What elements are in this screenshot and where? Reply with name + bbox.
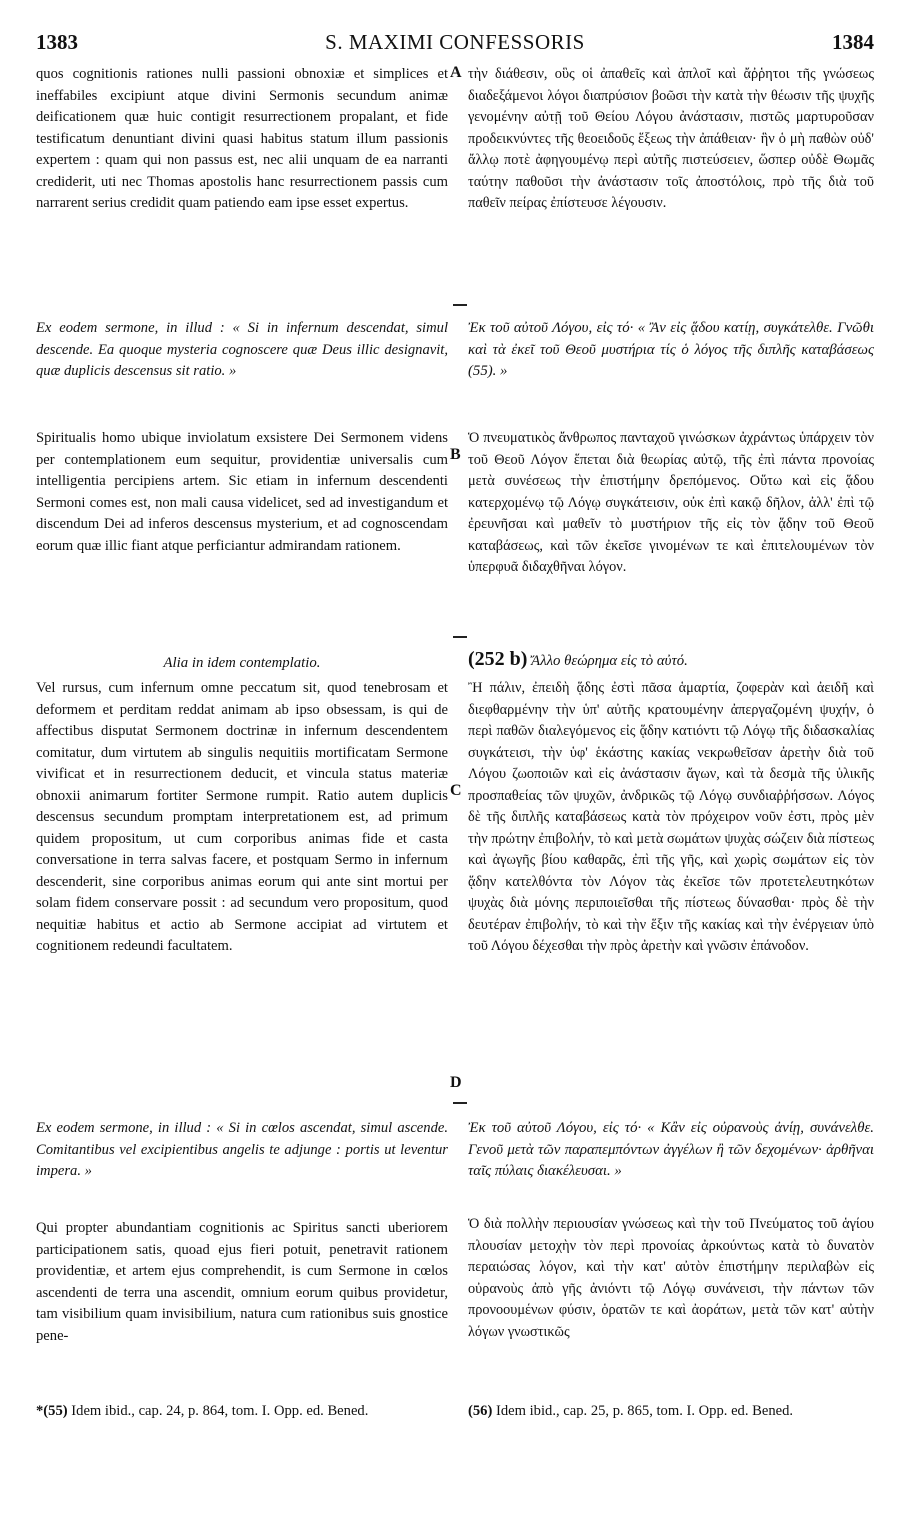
footnote-text: Idem ibid., cap. 24, p. 864, tom. I. Opp. ed. Bened. (71, 1403, 369, 1419)
greek-footnote (468, 1402, 874, 1446)
left-page-number: 1383 (36, 30, 78, 54)
margin-letter-b: B (450, 446, 461, 463)
greek-heading-text: Ἄλλο θεώρημα εἰς τὸ αὐτό. (531, 653, 688, 669)
footnote-text: Idem ibid., cap. 25, p. 865, tom. I. Opp. ed. Bened. (495, 1403, 794, 1419)
section-divider (453, 1102, 467, 1104)
greek-paragraph-2: Ὁ πνευματικὸς ἄνθρωπος πανταχοῦ γινώσκων ἀχράντως ὑπάρχειν τὸν τοῦ Θεοῦ Λόγον ἕπεται διὰ θεωρίας αὐτῷ, τῆς ἐπὶ πάντα προνοίας μετὰ συνέσεως τὴν ἐπιστήμην δρεπόμενος. Οὕτω καὶ εἰς ᾅδου κατερχομένῳ τῷ Λόγῳ συγκάτεισιν, οὐκ ἐπὶ κακῷ δῆλον, ἀλλ' ἐπὶ τῷ ἐρευνῆσαι καὶ μαθεῖν τὸ μυστήριον τῆς εἰς τὸν ᾅδην τοῦ Θεοῦ καταβάσεως, καὶ τῶν ἐκεῖσε γινομένων τε καὶ ἐπιτελουμένων τὸν ὑπερφυᾶ διδαχθῆναι λόγον. (468, 430, 874, 575)
latin-paragraph-4: Qui propter abundantiam cognitionis ac Spiritus sancti uberiorem participationem satis, quoad ejus fieri potuit, penetravit rationem providentiæ, et artem ejus comprehendit, is cum Sermone in cœlos ascendenti de terra una ascendit, omnium eorum quibus providetur, tam visibilium quam invisibilium, natura cum rationibus suis gnostice pene- (36, 1220, 448, 1344)
greek-paragraph-4: Ὁ διὰ πολλὴν περιουσίαν γνώσεως καὶ τὴν τοῦ Πνεύματος τοῦ ἁγίου πλουσίαν μετοχὴν τὸν περὶ προνοίας ἀρκούντως κατὰ τὸ δυνατὸν περαιώσας λόγον, καὶ τὴν κατ' αὐτὸν ἐπιστήμην περιλαβὼν εἰς οὐρανοὺς ἀπὸ γῆς ἀνιόντι τῷ Λόγῳ συνάνεισι, τὴν πάντων τῶν προνοουμένων φύσιν, ὁρατῶν τε καὶ ἀοράτων, μετὰ τῶν κατ' αὐτὴν λόγων γνωστικῶς (468, 1216, 874, 1340)
right-page-number: 1384 (832, 30, 874, 54)
latin-paragraph-3: Vel rursus, cum infernum omne peccatum sit, quod tenebrosam et deformem et perditam reddat animam ab ipso obsessam, is qui de affectibus disputat Sermonem doctrinæ in infernum descendentem comitatur, dum virtutem ab singulis nequitiis mortificatam Sermone vivificat et in resurrectionem deducit, et vincula status materiæ obnoxii animarum fortiter Sermone rumpit. Ratio autem duplicis descensus secundum promptam interpretationem est, ad primum quidem propositum, ut cum corporibus animas fide et casta conversatione in terra salvas facere, et postquam Sermo in infernum descenderit, sine corporibus animas eorum qui ante sint mortui per solam fidem conservare possit : ad secundum vero propositum, quod nequitiæ habitus et actio ab Sermone accipiat ad virtutem et cognitionem redeundi facultatem. (36, 680, 448, 954)
greek-paragraph-3: Ἢ πάλιν, ἐπειδὴ ᾅδης ἐστὶ πᾶσα ἁμαρτία, ζοφερὰν καὶ ἀειδῆ καὶ διεφθαρμένην τὴν ὑπ' αὐτῆς κρατουμένην ἀπεργαζομένη ψυχήν, ὁ περὶ παθῶν διαλεγόμενος εἰς ᾅδην κατιόντι τῷ Λόγῳ τῆς διδασκαλίας συγκάτεισι, τὴν ὑφ' ἑκάστης κακίας νεκρωθεῖσαν ἀρετὴν διὰ τοῦ Λόγου ζωοποιῶν καὶ εἰς ἀνάστασιν ἄγων, καὶ τὰ δεσμὰ τῆς ὑλικῆς προσπαθείας τῶν ψυχῶν, ἀνδρικῶς τῷ Λόγῳ συνδιαῤῥήσσων. Λόγος δὲ τῆς διπλῆς καταβάσεως κατὰ τὸν πρόχειρον νοῦν ἐστι, πρὸς μὲν τὴν πρώτην ἐπιβολήν, τὸ καὶ μετὰ σωμάτων ψυχὰς σώζειν διὰ πίστεως καὶ ἀγωγῆς βίου καθαρᾶς, ἐπὶ τῆς γῆς, καὶ χωρὶς σωμάτων εἰς τὸν ᾅδην κατελθόντα τὸν Λόγον τὰς ἐκεῖσε τῶν προτετελευτηκότων ψυχὰς διὰ μόνης περιποιεῖσθαι τῆς πίστεως δύνασθαι· πρὸς δὲ τὴν δευτέραν ἐπιβολήν, τὸ καὶ τὴν ἕξιν τῆς κακίας καὶ τὴν ἐνέργειαν ὑπὸ τοῦ Λόγου δέχεσθαι τὴν πρὸς ἀρετὴν καὶ γνῶσιν ἐπάνοδον. (468, 680, 874, 954)
margin-letter-c: C (450, 782, 462, 799)
greek-lemma-1: Ἐκ τοῦ αὐτοῦ Λόγου, εἰς τό· « Ἂν εἰς ᾅδου κατίῃ, συγκάτελθε. Γνῶθι καὶ τὰ ἐκεῖ τοῦ Θεοῦ μυστήρια τίς ὁ λόγος τῆς διπλῆς καταβάσεως (55). » (468, 320, 874, 379)
latin-paragraph-1: quos cognitionis rationes nulli passioni obnoxiæ et simplices et ineffabiles excipiunt atque divini Sermonis secundum animæ deificationem quæ huic contigit resurrectionem propalant, et fide testificatum denuntiant divini quasi habitus statum illum passionis expertem : quam qui non passus est, nec alii unquam de ea narranti crediderit, uti nec Thomas apostolis hanc resurrectionem passis cum narrarent serius credidit quam patiendo eam ipse esset expertus. (36, 66, 448, 211)
greek-heading-2 (468, 648, 874, 676)
latin-heading-2: Alia in idem contemplatio. (163, 655, 321, 671)
greek-heading-number: (252 b) (468, 648, 528, 670)
greek-paragraph-1: τὴν διάθεσιν, οὓς οἱ ἀπαθεῖς καὶ ἁπλοῖ καὶ ἄῤῥητοι τῆς γνώσεως διαδεξάμενοι λόγοι διαπρύσιον βοῶσι τὴν κατὰ τὴν θέωσιν τῆς ψυχῆς γενομένην αὐτῇ τοῦ Θείου Λόγου ἀνάστασιν, πιστῶς μαρτυροῦσαν προδεικνύντες τῆς θεοειδοῦς ἕξεως τὴν ἀπάθειαν· ἣν ὁ μὴ παθὼν οὐδ' ἄλλῳ ποτὲ ἀφηγουμένῳ περὶ αὐτῆς πιστεύσειεν, ὥσπερ οὐδὲ Θωμᾶς ταύτην παθοῦσι τὴν ἀνάστασιν τοῖς ἀποστόλοις, πρὸ τῆς διὰ τοῦ παθεῖν πείρας ἐπίστευσε λέγουσιν. (468, 66, 874, 211)
footnote-mark: (56) (468, 1403, 493, 1419)
margin-letter-a: A (450, 64, 462, 81)
section-divider (453, 304, 467, 306)
section-divider (453, 636, 467, 638)
running-title: S. MAXIMI CONFESSORIS (325, 30, 585, 54)
page-header (36, 30, 874, 60)
latin-lemma-3: Ex eodem sermone, in illud : « Si in cœlos ascendat, simul ascende. Comitantibus vel excipientibus angelis te adjunge : portis ut leventur impera. » (36, 1120, 448, 1179)
latin-lemma-1: Ex eodem sermone, in illud : « Si in infernum descendat, simul descende. Ea quoque mysteria cognoscere quæ Deus illic designavit, quæ duplicis descensus sit ratio. » (36, 320, 448, 379)
margin-letter-d: D (450, 1074, 462, 1091)
latin-footnote (36, 1402, 448, 1446)
footnote-mark: *(55) (36, 1403, 68, 1419)
latin-paragraph-2: Spiritualis homo ubique inviolatum exsistere Dei Sermonem videns per contemplationem eum sequitur, providentiæ universalis cum intelligentia percipiens artem. Sic etiam in infernum descendenti Sermoni comes est, non mali causa videlicet, sed ad investigandum et discendum Dei ad inferos descensus mysterium, et ad cognoscendam eorum quæ illic fiant atque perficiantur admirandam rationem. (36, 430, 448, 554)
greek-lemma-3: Ἐκ τοῦ αὐτοῦ Λόγου, εἰς τό· « Κἂν εἰς οὐρανοὺς ἀνίῃ, συνάνελθε. Γενοῦ μετὰ τῶν παραπεμπόντων ἀγγέλων ἢ τῶν δεχομένων· ἀρθῆναι ταῖς πύλαις διακέλευσαι. » (468, 1120, 874, 1179)
